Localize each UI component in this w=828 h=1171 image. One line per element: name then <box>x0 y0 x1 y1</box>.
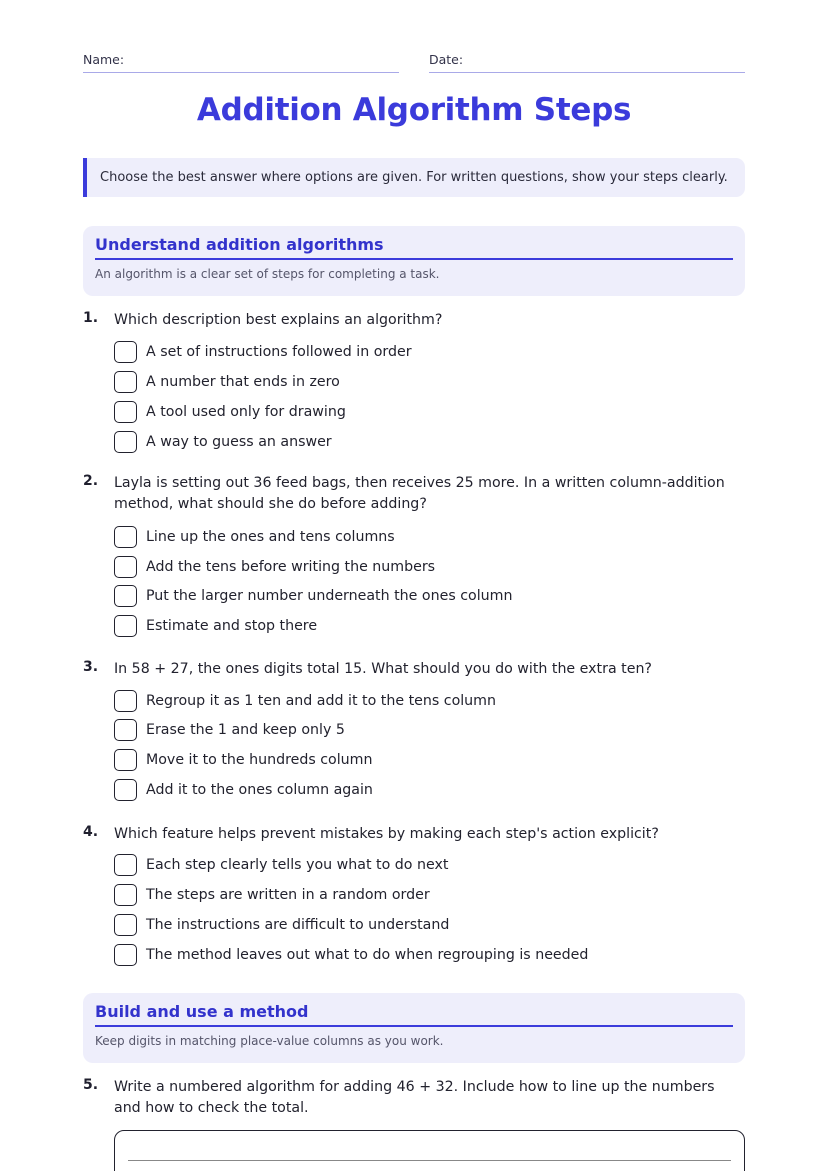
option-label: The instructions are difficult to understand <box>146 917 450 933</box>
checkbox[interactable] <box>114 944 137 966</box>
checkbox[interactable] <box>114 431 137 453</box>
section-understand <box>83 226 745 296</box>
date-field[interactable] <box>429 52 745 73</box>
option-label: Regroup it as 1 ten and add it to the tens column <box>146 693 496 709</box>
checkbox[interactable] <box>114 749 137 771</box>
option-2b[interactable] <box>114 555 435 579</box>
option-label: A number that ends in zero <box>146 374 340 390</box>
option-3a[interactable] <box>114 689 496 713</box>
question-text: Which description best explains an algorithm? <box>114 312 443 328</box>
checkbox[interactable] <box>114 556 137 578</box>
checkbox[interactable] <box>114 914 137 936</box>
option-label: A way to guess an answer <box>146 434 332 450</box>
checkbox[interactable] <box>114 779 137 801</box>
question-number: 2. <box>83 473 99 489</box>
checkbox[interactable] <box>114 884 137 906</box>
checkbox[interactable] <box>114 401 137 423</box>
option-label: Line up the ones and tens columns <box>146 529 395 545</box>
option-label: Estimate and stop there <box>146 618 318 634</box>
option-1d[interactable] <box>114 430 332 454</box>
question-text: In 58 + 27, the ones digits total 15. What should you do with the extra ten? <box>114 661 652 677</box>
section-subtitle: An algorithm is a clear set of steps for completing a task. <box>95 267 440 281</box>
option-1c[interactable] <box>114 400 346 424</box>
option-label: Erase the 1 and keep only 5 <box>146 722 345 738</box>
option-label: Add the tens before writing the numbers <box>146 559 436 575</box>
option-3d[interactable] <box>114 778 373 802</box>
option-1a[interactable] <box>114 340 412 364</box>
option-label: Put the larger number underneath the ones column <box>146 588 513 604</box>
question-number: 5. <box>83 1077 99 1093</box>
page-title: Addition Algorithm Steps <box>196 92 632 128</box>
instructions-text: Choose the best answer where options are given. For written questions, show your steps clearly. <box>100 170 728 185</box>
date-label: Date: <box>429 52 464 67</box>
question-number: 4. <box>83 824 99 840</box>
checkbox[interactable] <box>114 371 137 393</box>
question-number: 3. <box>83 659 99 675</box>
checkbox[interactable] <box>114 341 137 363</box>
option-label: Move it to the hundreds column <box>146 752 373 768</box>
option-4b[interactable] <box>114 883 430 907</box>
question-text: Layla is setting out 36 feed bags, then receives 25 more. In a written column-addition method, what should she do before adding? <box>114 475 725 512</box>
checkbox[interactable] <box>114 615 137 637</box>
section-title: Understand addition algorithms <box>95 234 733 260</box>
header-fields <box>83 52 745 74</box>
option-label: The method leaves out what to do when regrouping is needed <box>146 947 589 963</box>
checkbox[interactable] <box>114 585 137 607</box>
option-label: A tool used only for drawing <box>146 404 346 420</box>
name-label: Name: <box>83 52 125 67</box>
section-build <box>83 993 745 1063</box>
checkbox[interactable] <box>114 719 137 741</box>
option-label: The steps are written in a random order <box>146 887 430 903</box>
option-label: Each step clearly tells you what to do next <box>146 857 449 873</box>
question-text: Write a numbered algorithm for adding 46 + 32. Include how to line up the numbers and how to check the total. <box>114 1079 715 1116</box>
checkbox[interactable] <box>114 526 137 548</box>
checkbox[interactable] <box>114 854 137 876</box>
answer-line <box>128 1160 731 1161</box>
option-4c[interactable] <box>114 913 449 937</box>
question-text: Which feature helps prevent mistakes by making each step's action explicit? <box>114 826 659 842</box>
name-field[interactable] <box>83 52 399 73</box>
answer-box[interactable] <box>114 1130 745 1171</box>
option-label: A set of instructions followed in order <box>146 344 412 360</box>
option-4d[interactable] <box>114 943 588 967</box>
section-title: Build and use a method <box>95 1001 733 1027</box>
section-subtitle: Keep digits in matching place-value columns as you work. <box>95 1034 444 1048</box>
option-label: Add it to the ones column again <box>146 782 373 798</box>
option-2a[interactable] <box>114 525 395 549</box>
option-2c[interactable] <box>114 584 512 608</box>
checkbox[interactable] <box>114 690 137 712</box>
option-3b[interactable] <box>114 718 345 742</box>
instructions-box <box>83 158 745 197</box>
option-2d[interactable] <box>114 614 317 638</box>
option-1b[interactable] <box>114 370 340 394</box>
option-4a[interactable] <box>114 853 448 877</box>
option-3c[interactable] <box>114 748 372 772</box>
question-number: 1. <box>83 310 99 326</box>
